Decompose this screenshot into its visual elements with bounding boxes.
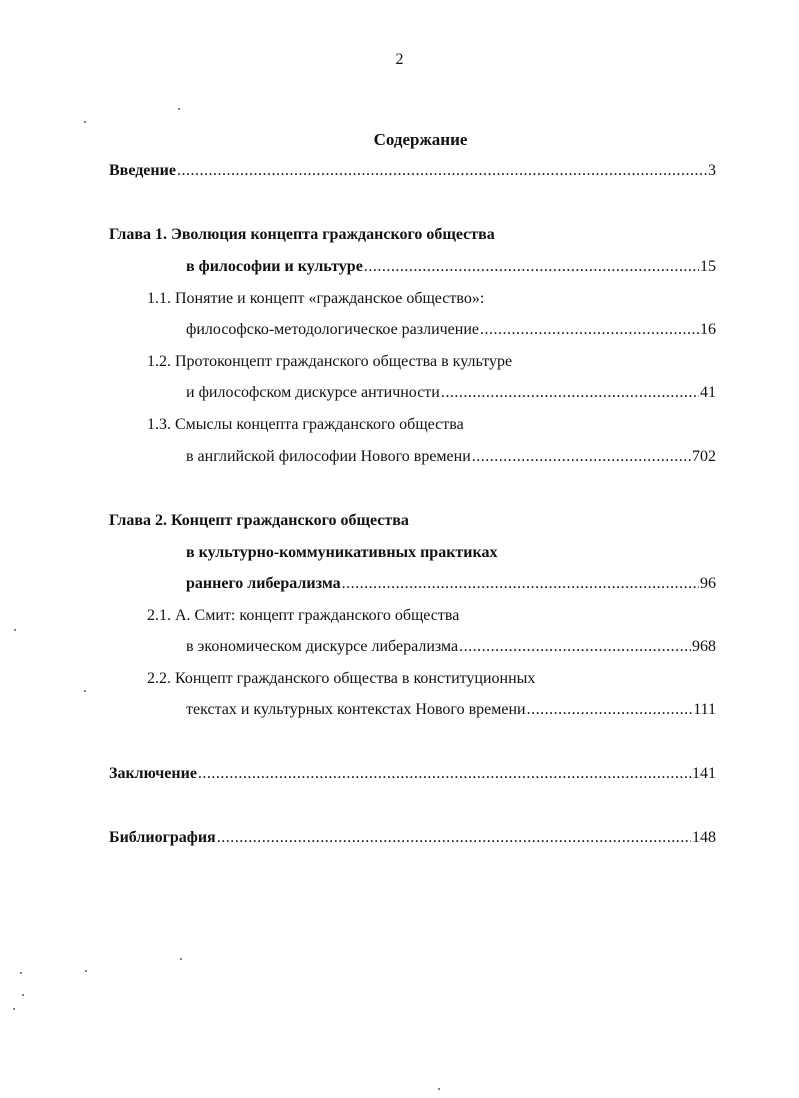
scan-speck xyxy=(13,1008,15,1010)
scan-speck xyxy=(178,108,180,110)
toc-chapter2-title-line3: раннего либерализма xyxy=(186,575,341,592)
scan-speck xyxy=(14,629,16,631)
toc-entry-chapter1 xyxy=(186,257,716,277)
toc-entry-bibliography-page: 148 xyxy=(692,829,716,846)
dot-leader xyxy=(459,637,691,657)
toc-section-2-1-line2: в экономическом дискурсе либерализма xyxy=(186,638,459,655)
toc-chapter2-title-line2: в культурно-коммуникативных практиках xyxy=(186,544,498,561)
scan-speck xyxy=(180,958,182,960)
toc-section-1-1-line2: философско-методологическое различение xyxy=(186,321,480,338)
dot-leader xyxy=(177,161,707,181)
toc-chapter1-title-line2: в философии и культуре xyxy=(186,258,363,275)
toc-section-2-2-line2: текстах и культурных контекстах Нового времени xyxy=(186,701,526,718)
dot-leader xyxy=(198,764,691,784)
toc-entry-section-1-3 xyxy=(186,447,716,467)
scan-speck xyxy=(22,994,24,996)
scan-speck xyxy=(84,121,86,123)
dot-leader xyxy=(527,700,693,720)
toc-chapter2-title-line1: Глава 2. Концепт гражданского общества xyxy=(109,512,409,529)
toc-section-2-2-line1: 2.2. Концепт гражданского общества в конституционных xyxy=(147,670,536,687)
toc-entry-chapter2 xyxy=(186,574,716,594)
toc-entry-intro-page: 3 xyxy=(708,162,716,179)
toc-section-1-1-line1: 1.1. Понятие и концепт «гражданское общество»: xyxy=(147,290,485,307)
toc-section-1-2-line1: 1.2. Протоконцепт гражданского общества в культуре xyxy=(147,353,513,370)
dot-leader xyxy=(480,320,699,340)
toc-section-1-2-line2: и философском дискурсе античности xyxy=(186,384,440,401)
dot-leader xyxy=(217,828,691,848)
toc-section-1-3-line2: в английской философии Нового времени xyxy=(186,448,471,465)
dot-leader xyxy=(441,383,699,403)
toc-entry-bibliography-label: Библиография xyxy=(109,829,216,846)
toc-entry-conclusion-label: Заключение xyxy=(109,765,197,782)
page-number: 2 xyxy=(395,51,404,68)
toc-entry-bibliography xyxy=(109,828,716,848)
toc-entry-section-1-2 xyxy=(186,383,716,403)
dot-leader xyxy=(472,447,691,467)
toc-entry-chapter1-page: 15 xyxy=(700,258,716,275)
toc-section-1-3-line1: 1.3. Смыслы концепта гражданского общества xyxy=(147,416,464,433)
toc-entry-section-2-1 xyxy=(186,637,716,657)
dot-leader xyxy=(364,257,699,277)
toc-section-2-1-page: 968 xyxy=(692,638,716,655)
dot-leader xyxy=(342,574,699,594)
toc-entry-section-2-2 xyxy=(186,700,716,720)
toc-section-1-1-page: 16 xyxy=(700,321,716,338)
toc-section-2-2-page: 111 xyxy=(693,701,716,718)
scan-speck xyxy=(85,970,87,972)
toc-section-1-2-page: 41 xyxy=(700,384,716,401)
toc-section-2-1-line1: 2.1. А. Смит: концепт гражданского общества xyxy=(147,607,460,624)
scan-speck xyxy=(438,1088,440,1090)
toc-entry-section-1-1 xyxy=(186,320,716,340)
toc-entry-conclusion xyxy=(109,764,716,784)
toc-entry-chapter2-page: 96 xyxy=(700,575,716,592)
toc-entry-conclusion-page: 141 xyxy=(692,765,716,782)
toc-entry-intro-label: Введение xyxy=(109,162,176,179)
toc-chapter1-title-line1: Глава 1. Эволюция концепта гражданского общества xyxy=(109,226,495,243)
toc-entry-intro xyxy=(109,161,716,181)
toc-section-1-3-page: 702 xyxy=(692,448,716,465)
page-title: Содержание xyxy=(373,130,468,149)
scan-speck xyxy=(20,972,22,974)
scan-speck xyxy=(84,690,86,692)
